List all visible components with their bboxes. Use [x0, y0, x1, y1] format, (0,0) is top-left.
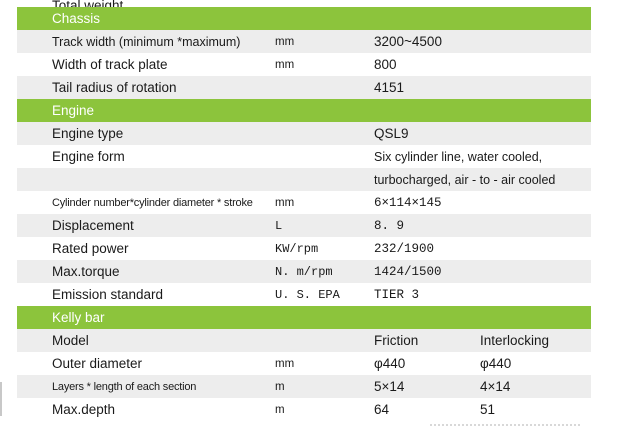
- row-outer-diameter: [17, 352, 591, 375]
- label-layers: Layers * length of each section: [52, 380, 197, 393]
- label-engine-type: Engine type: [52, 126, 124, 141]
- row-max-depth: [17, 398, 591, 421]
- value-max-torque: 1424/1500: [374, 264, 442, 279]
- row-rated-power: [17, 237, 591, 260]
- value-track-width: 3200~4500: [374, 34, 442, 49]
- section-header-engine: [17, 99, 591, 122]
- row-engine-type: [17, 122, 591, 145]
- value-outer-diameter-friction: φ440: [374, 356, 406, 371]
- label-model: Model: [52, 333, 89, 348]
- row-emission: [17, 283, 591, 306]
- label-tail-radius: Tail radius of rotation: [52, 80, 177, 95]
- row-engine-form: [17, 145, 591, 168]
- value-outer-diameter-interlocking: φ440: [480, 356, 512, 371]
- row-track-width: [17, 30, 591, 53]
- left-edge-mark: [0, 382, 2, 416]
- label-engine-form: Engine form: [52, 149, 125, 164]
- label-track-width: Track width (minimum *maximum): [52, 34, 241, 49]
- unit-max-depth: m: [275, 403, 285, 416]
- value-model-friction: Friction: [374, 333, 419, 348]
- label-max-torque: Max.torque: [52, 264, 120, 279]
- section-title-engine: Engine: [52, 103, 95, 118]
- section-header-kelly-bar: [17, 306, 591, 329]
- label-rated-power: Rated power: [52, 241, 129, 256]
- value-track-plate: 800: [374, 57, 397, 72]
- value-layers-interlocking: 4×14: [480, 379, 511, 394]
- label-displacement: Displacement: [52, 218, 134, 233]
- unit-layers: m: [275, 380, 285, 393]
- row-engine-form-cont: [17, 168, 591, 191]
- row-displacement: [17, 214, 591, 237]
- footer-dotted-rule: [430, 424, 580, 428]
- unit-track-plate: mm: [275, 58, 295, 71]
- label-track-plate: Width of track plate: [52, 57, 168, 72]
- spec-table: [17, 0, 591, 421]
- label-max-depth: Max.depth: [52, 402, 116, 417]
- total-weight-row-partial: [17, 0, 591, 7]
- value-max-depth-friction: 64: [374, 402, 390, 417]
- unit-max-torque: N. m/rpm: [275, 264, 333, 279]
- section-title-chassis: Chassis: [52, 11, 101, 26]
- label-emission: Emission standard: [52, 287, 164, 302]
- value-cylinder: 6×114×145: [374, 195, 442, 210]
- value-rated-power: 232/1900: [374, 241, 435, 256]
- unit-rated-power: KW/rpm: [275, 241, 319, 256]
- value-layers-friction: 5×14: [374, 379, 405, 394]
- row-tail-radius: [17, 76, 591, 99]
- row-max-torque: [17, 260, 591, 283]
- value-engine-form: Six cylinder line, water cooled,: [374, 149, 543, 164]
- value-engine-type: QSL9: [374, 126, 409, 141]
- unit-displacement: L: [275, 218, 283, 233]
- unit-cylinder: mm: [275, 196, 295, 209]
- row-cylinder: [17, 191, 591, 214]
- unit-emission: U. S. EPA: [275, 287, 340, 302]
- value-displacement: 8. 9: [374, 218, 405, 233]
- section-title-kelly-bar: Kelly bar: [52, 310, 105, 325]
- label-outer-diameter: Outer diameter: [52, 356, 143, 371]
- unit-outer-diameter: mm: [275, 357, 295, 370]
- row-model: [17, 329, 591, 352]
- unit-track-width: mm: [275, 35, 295, 48]
- section-header-chassis: [17, 7, 591, 30]
- row-track-plate: [17, 53, 591, 76]
- value-model-interlocking: Interlocking: [480, 333, 550, 348]
- row-layers: [17, 375, 591, 398]
- value-emission: TIER 3: [374, 287, 420, 302]
- value-max-depth-interlocking: 51: [480, 402, 496, 417]
- value-tail-radius: 4151: [374, 80, 405, 95]
- label-cylinder: Cylinder number*cylinder diameter * stroke: [52, 196, 253, 209]
- value-engine-form-cont: turbocharged, air - to - air cooled: [374, 172, 556, 187]
